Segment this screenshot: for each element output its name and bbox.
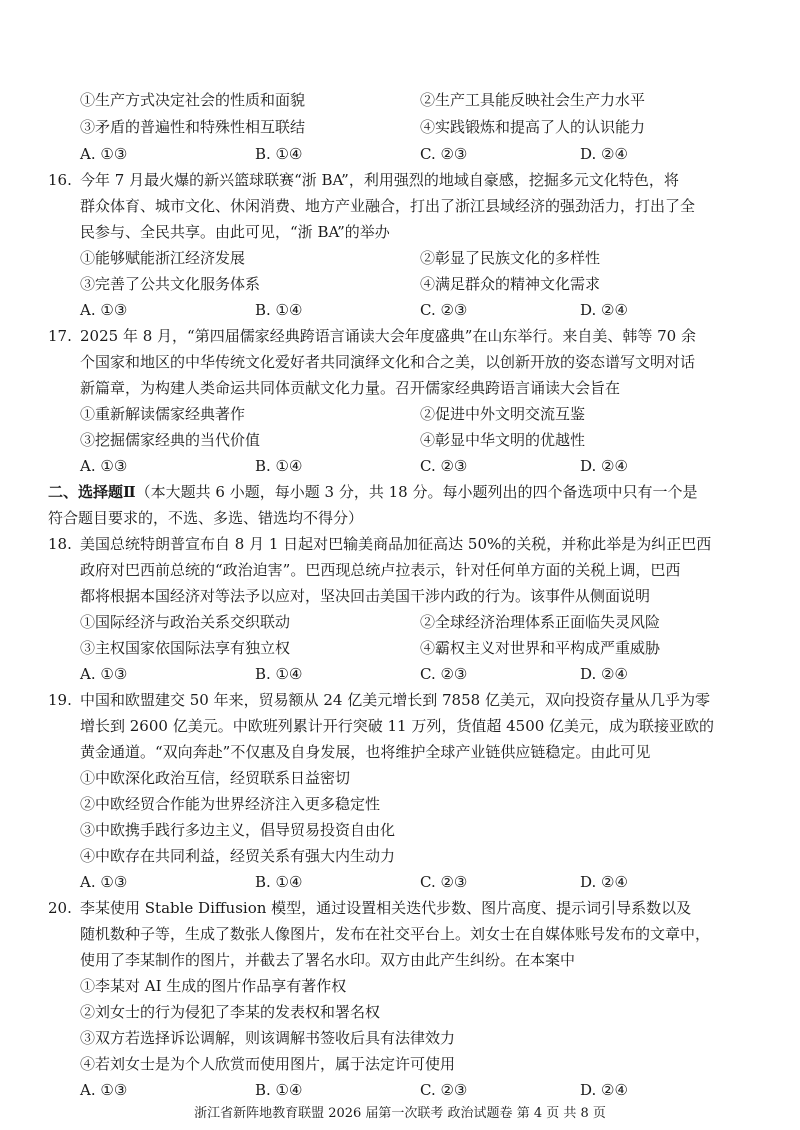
q17-option-2: ②促进中外文明交流互鉴	[420, 405, 586, 423]
q15-option-2: ②生产工具能反映社会生产力水平	[420, 91, 646, 109]
q15-choice-b: B. ①④	[255, 145, 303, 163]
q16-option-1: ①能够赋能浙江经济发展	[80, 249, 246, 267]
q20-choice-b: B. ①④	[255, 1081, 303, 1099]
q15-option-1: ①生产方式决定社会的性质和面貌	[80, 91, 306, 109]
q19-choice-c: C. ②③	[420, 873, 468, 891]
q19-option-3: ③中欧携手践行多边主义，倡导贸易投资自由化	[80, 821, 396, 839]
q19-stem-line-3: 黄金通道。“双向奔赴”不仅惠及自身发展，也将维护全球产业链供应链稳定。由此可见	[80, 743, 651, 761]
q20-option-3: ③双方若选择诉讼调解，则该调解书签收后具有法律效力	[80, 1029, 456, 1047]
q20-stem-line-1: 李某使用 Stable Diffusion 模型，通过设置相关迭代步数、图片高度、提示词引导系数以及	[80, 899, 692, 917]
q19-choice-a: A. ①③	[80, 873, 128, 891]
section-2-description-1: （本大题共 6 小题，每小题 3 分，共 18 分。每小题列出的四个备选项中只有一个是	[135, 483, 698, 501]
q20-option-2: ②刘女士的行为侵犯了李某的发表权和署名权	[80, 1003, 381, 1021]
section-2-description-2: 符合题目要求的，不选、多选、错选均不得分）	[48, 509, 364, 527]
q17-number: 17.	[48, 327, 72, 345]
q16-option-3: ③完善了公共文化服务体系	[80, 275, 261, 293]
q19-number: 19.	[48, 691, 72, 709]
page-footer: 浙江省新阵地教育联盟 2026 届第一次联考 政治试题卷 第 4 页 共 8 页	[194, 1106, 606, 1121]
q18-option-1: ①国际经济与政治关系交织联动	[80, 613, 291, 631]
q17-stem-line-2: 个国家和地区的中华传统文化爱好者共同演绎文化和合之美，以创新开放的姿态谱写文明对话	[80, 353, 696, 371]
q18-choice-d: D. ②④	[580, 665, 628, 683]
q17-choice-a: A. ①③	[80, 457, 128, 475]
q16-choice-b: B. ①④	[255, 301, 303, 319]
q19-option-2: ②中欧经贸合作能为世界经济注入更多稳定性	[80, 795, 381, 813]
q20-number: 20.	[48, 899, 72, 917]
q17-choice-b: B. ①④	[255, 457, 303, 475]
q15-option-3: ③矛盾的普遍性和特殊性相互联结	[80, 118, 306, 136]
q20-choice-d: D. ②④	[580, 1081, 628, 1099]
q20-choice-a: A. ①③	[80, 1081, 128, 1099]
section-2-header	[48, 480, 697, 504]
q20-stem-line-2: 随机数种子等，生成了数张人像图片，发布在社交平台上。刘女士在自媒体账号发布的文章中，	[80, 925, 711, 943]
q17-choice-d: D. ②④	[580, 457, 628, 475]
q16-choice-a: A. ①③	[80, 301, 128, 319]
q17-choice-c: C. ②③	[420, 457, 468, 475]
q18-choice-a: A. ①③	[80, 665, 128, 683]
q16-option-2: ②彰显了民族文化的多样性	[420, 249, 601, 267]
q18-choice-c: C. ②③	[420, 665, 468, 683]
q17-option-4: ④彰显中华文明的优越性	[420, 431, 586, 449]
q15-choice-c: C. ②③	[420, 145, 468, 163]
q18-option-2: ②全球经济治理体系正面临失灵风险	[420, 613, 661, 631]
q18-stem-line-3: 都将根据本国经济对等法予以应对，坚决回击美国干涉内政的行为。该事件从侧面说明	[80, 587, 651, 605]
q17-option-3: ③挖掘儒家经典的当代价值	[80, 431, 261, 449]
q16-choice-c: C. ②③	[420, 301, 468, 319]
q16-choice-d: D. ②④	[580, 301, 628, 319]
q19-stem-line-2: 增长到 2600 亿美元。中欧班列累计开行突破 11 万列，货值超 4500 亿美元，成为联接亚欧的	[80, 717, 715, 735]
q19-option-4: ④中欧存在共同利益，经贸关系有强大内生动力	[80, 847, 396, 865]
q18-option-4: ④霸权主义对世界和平构成严重威胁	[420, 639, 661, 657]
q17-stem-line-3: 新篇章，为构建人类命运共同体贡献文化力量。召开儒家经典跨语言诵读大会旨在	[80, 379, 621, 397]
q15-choice-d: D. ②④	[580, 145, 628, 163]
q16-stem-line-3: 民参与、全民共享。由此可见，“浙 BA”的举办	[80, 223, 390, 241]
q16-stem-line-1: 今年 7 月最火爆的新兴篮球联赛“浙 BA”，利用强烈的地域自豪感，挖掘多元文化特色，将	[80, 171, 679, 189]
section-2-title: 二、选择题Ⅱ	[48, 483, 136, 501]
q19-choice-d: D. ②④	[580, 873, 628, 891]
q17-option-1: ①重新解读儒家经典著作	[80, 405, 246, 423]
q15-choice-a: A. ①③	[80, 145, 128, 163]
q16-option-4: ④满足群众的精神文化需求	[420, 275, 601, 293]
q16-number: 16.	[48, 171, 72, 189]
q18-choice-b: B. ①④	[255, 665, 303, 683]
q20-stem-line-3: 使用了李某制作的图片，并截去了署名水印。双方由此产生纠纷。在本案中	[80, 951, 576, 969]
q16-stem-line-2: 群众体育、城市文化、休闲消费、地方产业融合，打出了浙江县域经济的强劲活力，打出了全	[80, 197, 696, 215]
q19-option-1: ①中欧深化政治互信，经贸联系日益密切	[80, 769, 351, 787]
q17-stem-line-1: 2025 年 8 月，“第四届儒家经典跨语言诵读大会年度盛典”在山东举行。来自美、韩等 70 余	[80, 327, 696, 345]
q18-option-3: ③主权国家依国际法享有独立权	[80, 639, 291, 657]
q19-choice-b: B. ①④	[255, 873, 303, 891]
q18-stem-line-1: 美国总统特朗普宣布自 8 月 1 日起对巴输美商品加征高达 50%的关税，并称此举是为纠正巴西	[80, 535, 712, 553]
q20-option-4: ④若刘女士是为个人欣赏而使用图片，属于法定许可使用	[80, 1055, 456, 1073]
q20-option-1: ①李某对 AI 生成的图片作品享有著作权	[80, 977, 347, 995]
q18-stem-line-2: 政府对巴西前总统的“政治迫害”。巴西现总统卢拉表示，针对任何单方面的关税上调，巴西	[80, 561, 681, 579]
q20-choice-c: C. ②③	[420, 1081, 468, 1099]
q15-option-4: ④实践锻炼和提高了人的认识能力	[420, 118, 646, 136]
q19-stem-line-1: 中国和欧盟建交 50 年来，贸易额从 24 亿美元增长到 7858 亿美元，双向投资存量从几乎为零	[80, 691, 710, 709]
q18-number: 18.	[48, 535, 72, 553]
